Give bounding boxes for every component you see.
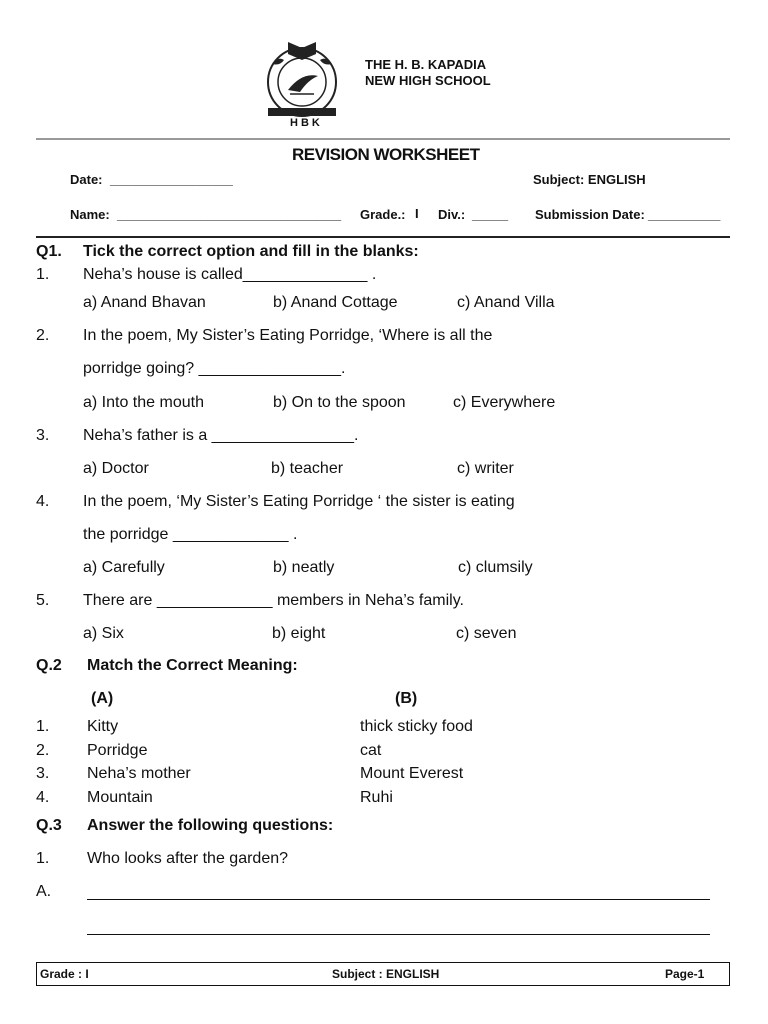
q1-option: b) eight xyxy=(272,625,326,642)
q1-item-text: porridge going? ________________. xyxy=(83,360,346,377)
grade-label: Grade.: xyxy=(360,207,406,222)
submission-date-blank: __________ xyxy=(648,207,721,222)
name-label: Name: xyxy=(70,207,110,222)
q1-item-number: 1. xyxy=(36,266,50,283)
q1-option: c) Anand Villa xyxy=(457,294,555,311)
q1-item-text: Neha’s father is a ________________. xyxy=(83,427,359,444)
match-term: Neha’s mother xyxy=(87,765,191,782)
match-term: Kitty xyxy=(87,718,119,735)
q1-option: b) Anand Cottage xyxy=(273,294,398,311)
q1-number: Q1. xyxy=(36,243,62,260)
answer-line[interactable] xyxy=(87,934,710,935)
school-name-line1: THE H. B. KAPADIA xyxy=(365,57,487,72)
page-footer xyxy=(36,962,730,986)
q1-option: a) Anand Bhavan xyxy=(83,294,206,311)
answer-line[interactable] xyxy=(87,899,710,900)
q3-question-number: 1. xyxy=(36,850,50,867)
q1-option: a) Into the mouth xyxy=(83,394,204,411)
match-row-number: 1. xyxy=(36,718,50,735)
match-row-number: 2. xyxy=(36,742,50,759)
q1-option: b) teacher xyxy=(271,460,344,477)
q1-option: a) Doctor xyxy=(83,460,149,477)
div-blank: _____ xyxy=(472,207,509,222)
match-row-number: 4. xyxy=(36,789,50,806)
q1-option: a) Six xyxy=(83,625,124,642)
page-title: REVISION WORKSHEET xyxy=(292,145,480,164)
footer-grade: Grade : I xyxy=(40,967,89,981)
grade-value: I xyxy=(415,206,419,221)
footer-subject: Subject : ENGLISH xyxy=(332,967,440,981)
div-label: Div.: xyxy=(438,207,466,222)
match-term: Mountain xyxy=(87,789,153,806)
q3-question-text: Who looks after the garden? xyxy=(87,850,289,867)
name-blank: _______________________________ xyxy=(117,207,342,222)
q1-option: b) neatly xyxy=(273,559,335,576)
q1-option: a) Carefully xyxy=(83,559,165,576)
match-meaning: thick sticky food xyxy=(360,718,473,735)
match-term: Porridge xyxy=(87,742,148,759)
q1-item-number: 4. xyxy=(36,493,50,510)
school-name-line2: NEW HIGH SCHOOL xyxy=(365,73,491,88)
q1-item-text: There are _____________ members in Neha’s family. xyxy=(83,592,464,609)
answer-label: A. xyxy=(36,883,52,900)
q1-item-number: 3. xyxy=(36,427,50,444)
match-meaning: Mount Everest xyxy=(360,765,464,782)
match-row-number: 3. xyxy=(36,765,50,782)
q1-option: c) writer xyxy=(457,460,514,477)
q1-item-text: In the poem, My Sister’s Eating Porridge, ‘Where is all the xyxy=(83,327,493,344)
date-blank: _________________ xyxy=(110,172,233,187)
q2-column-b: (B) xyxy=(395,690,418,707)
q1-item-number: 2. xyxy=(36,327,50,344)
q3-heading: Answer the following questions: xyxy=(87,817,334,834)
q1-item-text: the porridge _____________ . xyxy=(83,526,298,543)
subject-label: Subject: ENGLISH xyxy=(533,172,646,187)
q2-column-a: (A) xyxy=(91,690,114,707)
q1-option: b) On to the spoon xyxy=(273,394,406,411)
q2-number: Q.2 xyxy=(36,657,62,674)
match-meaning: cat xyxy=(360,742,382,759)
date-label: Date: xyxy=(70,172,103,187)
school-seal-logo xyxy=(252,34,352,118)
q2-heading: Match the Correct Meaning: xyxy=(87,657,298,674)
q1-heading: Tick the correct option and fill in the blanks: xyxy=(83,243,419,260)
q1-option: c) Everywhere xyxy=(453,394,556,411)
meta-divider xyxy=(36,236,730,238)
submission-date-label: Submission Date: xyxy=(535,207,645,222)
header-divider xyxy=(36,138,730,140)
footer-page-number: Page-1 xyxy=(665,967,705,981)
q1-item-number: 5. xyxy=(36,592,50,609)
match-meaning: Ruhi xyxy=(360,789,393,806)
q1-item-text: Neha’s house is called______________ . xyxy=(83,266,377,283)
q1-option: c) clumsily xyxy=(458,559,533,576)
q3-number: Q.3 xyxy=(36,817,62,834)
q1-option: c) seven xyxy=(456,625,517,642)
q1-item-text: In the poem, ‘My Sister’s Eating Porridge ‘ the sister is eating xyxy=(83,493,515,510)
school-abbr: HBK xyxy=(290,117,323,129)
